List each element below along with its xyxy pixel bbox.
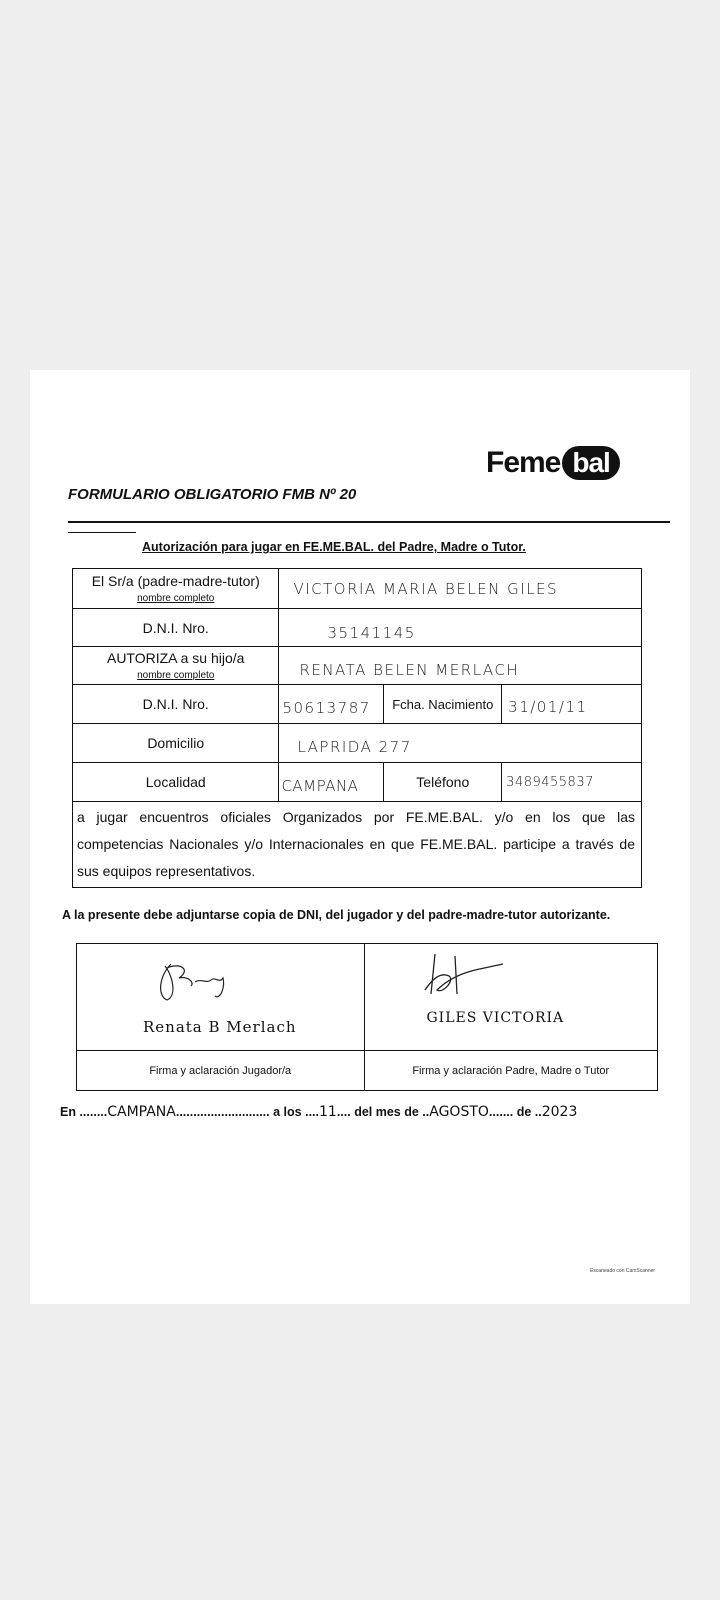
femebal-logo: Feme bal [486, 442, 620, 484]
parent-clarification: GILES VICTORIA [426, 1010, 565, 1026]
table-row [73, 569, 642, 609]
table-row [77, 1051, 658, 1091]
player-signature-cell [77, 944, 365, 1051]
title-rule [68, 521, 670, 523]
parent-dni-label: D.N.I. Nro. [73, 609, 279, 647]
city-label: Localidad [73, 763, 279, 802]
address-field: LAPRIDA 277 [279, 724, 642, 763]
child-dni-field: 50613787 [279, 685, 384, 724]
signature-table [76, 943, 658, 1091]
year-field: 2023 [541, 1104, 578, 1120]
birth-date-field: 31/01/11 [502, 685, 642, 724]
table-row [73, 685, 642, 724]
parent-signature-label: Firma y aclaración Padre, Madre o Tutor [364, 1051, 658, 1091]
player-clarification: Renata B Merlach [143, 1018, 297, 1036]
phone-field: 3489455837 [502, 763, 642, 802]
place-date-line: En ........CAMPANA........................... a los ....11.... del mes de ..AGOSTO....... de ..2023 [60, 1104, 578, 1120]
table-row [77, 944, 658, 1051]
authorization-table [72, 568, 642, 888]
table-row [73, 724, 642, 763]
table-row [73, 609, 642, 647]
player-signature-label: Firma y aclaración Jugador/a [77, 1051, 365, 1091]
form-title: FORMULARIO OBLIGATORIO FMB Nº 20 [68, 486, 357, 503]
city-field: CAMPANA [279, 763, 384, 802]
parent-signature [419, 950, 519, 1000]
table-row [73, 763, 642, 802]
scanner-watermark: Escaneado con CamScanner [590, 1268, 656, 1274]
day-field: 11 [319, 1104, 337, 1120]
parent-name-field: VICTORIA MARIA BELEN GILES [279, 569, 642, 609]
child-label-cell: AUTORIZA a su hijo/a nombre completo [73, 647, 279, 685]
table-row [73, 647, 642, 685]
player-signature [151, 956, 241, 1004]
child-name-field: RENATA BELEN MERLACH [279, 647, 642, 685]
short-rule [68, 532, 136, 533]
phone-label: Teléfono [384, 763, 502, 802]
parent-label-cell: El Sr/a (padre-madre-tutor) nombre completo [73, 569, 279, 609]
month-field: AGOSTO [429, 1104, 489, 1120]
child-dni-label: D.N.I. Nro. [73, 685, 279, 724]
form-subtitle: Autorización para jugar en FE.ME.BAL. del Padre, Madre o Tutor. [142, 540, 526, 554]
authorization-paragraph: a jugar encuentros oficiales Organizados por FE.ME.BAL. y/o en los que las competencias Nacionales y/o Internacionales en que FE.ME.BAL. participe a través de sus equipos representativos. [73, 802, 642, 888]
parent-dni-field: 35141145 [279, 609, 642, 647]
dni-note: A la presente debe adjuntarse copia de DNI, del jugador y del padre-madre-tutor autorizante. [62, 908, 611, 922]
table-row [73, 802, 642, 888]
address-label: Domicilio [73, 724, 279, 763]
place-field: CAMPANA [107, 1104, 176, 1120]
document-page [30, 370, 690, 1304]
birth-date-label: Fcha. Nacimiento [384, 685, 502, 724]
parent-signature-cell [364, 944, 658, 1051]
